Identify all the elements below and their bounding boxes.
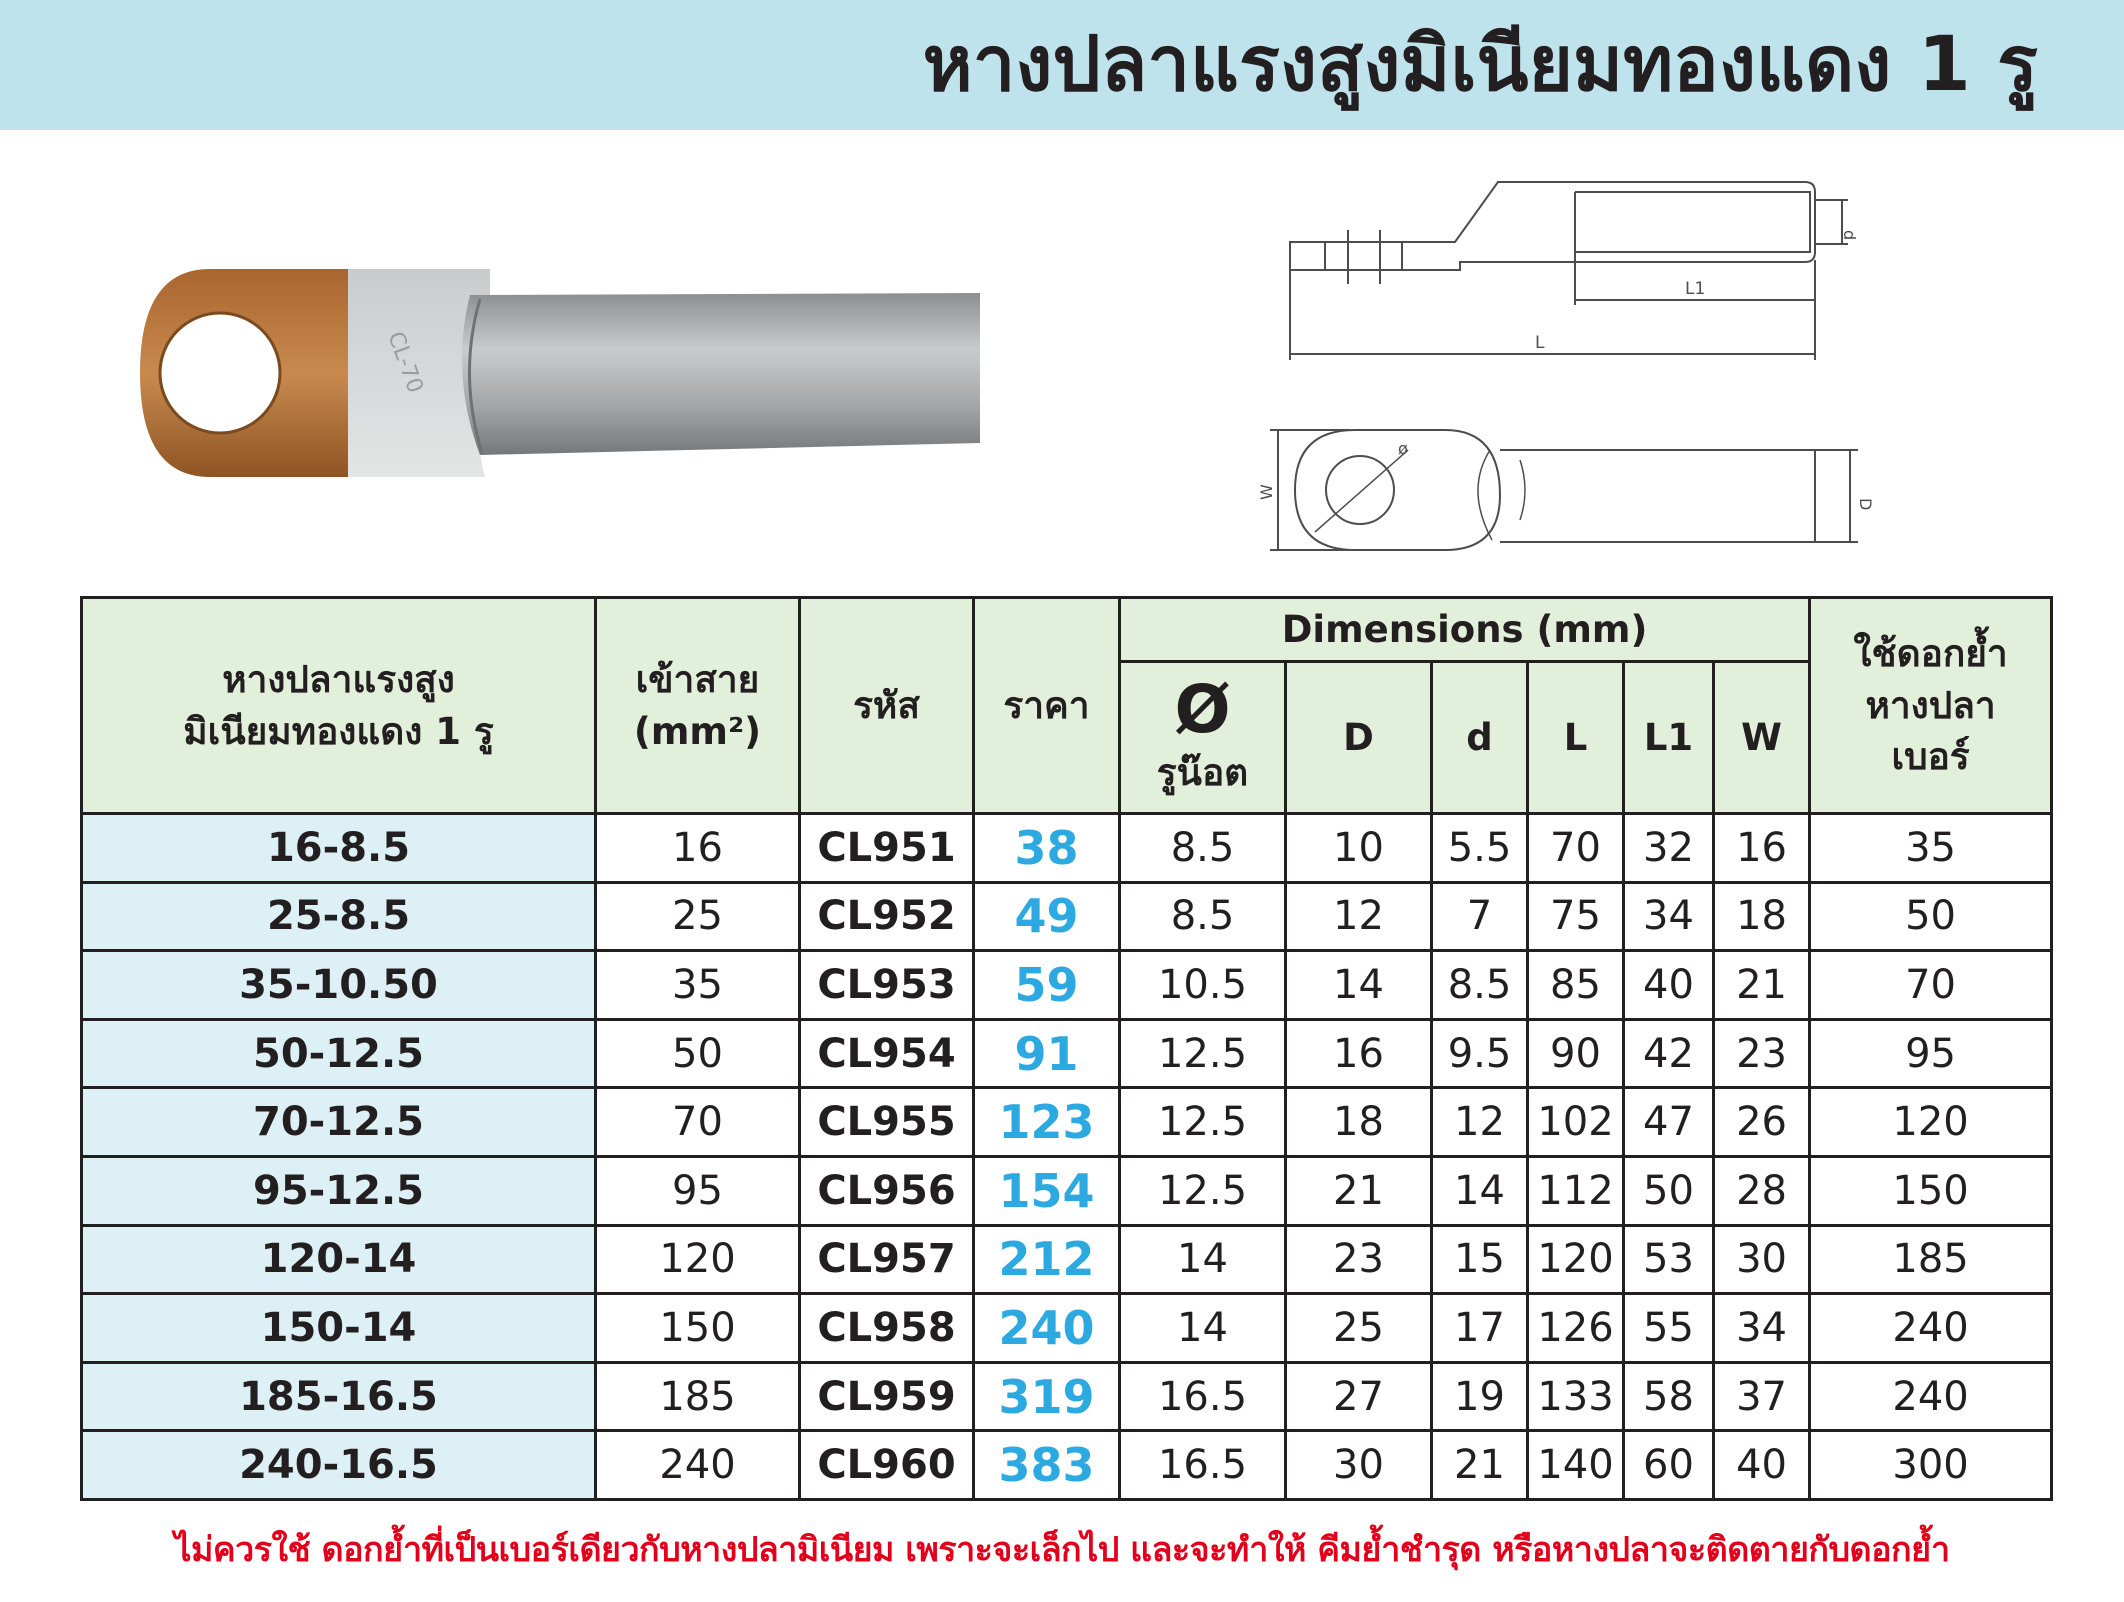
cell-D: 10 (1286, 814, 1432, 883)
cell-die: 95 (1810, 1019, 2052, 1088)
header-d: d (1432, 662, 1528, 814)
cell-code: CL955 (800, 1088, 974, 1157)
cell-L: 120 (1528, 1225, 1624, 1294)
header-price: ราคา (974, 598, 1120, 814)
cell-L1: 55 (1624, 1294, 1714, 1363)
cell-model: 70-12.5 (82, 1088, 596, 1157)
cell-L: 70 (1528, 814, 1624, 883)
cell-hole: 10.5 (1120, 951, 1286, 1020)
cell-L1: 47 (1624, 1088, 1714, 1157)
table-row (82, 1431, 2052, 1500)
cell-code: CL956 (800, 1156, 974, 1225)
cell-hole: 12.5 (1120, 1156, 1286, 1225)
cell-model: 150-14 (82, 1294, 596, 1363)
cell-D: 16 (1286, 1019, 1432, 1088)
cell-hole: 12.5 (1120, 1088, 1286, 1157)
cell-code: CL960 (800, 1431, 974, 1500)
table-row (82, 814, 2052, 883)
table-row (82, 1156, 2052, 1225)
cell-size: 50 (596, 1019, 800, 1088)
cell-model: 50-12.5 (82, 1019, 596, 1088)
svg-text:ø: ø (1398, 439, 1408, 458)
table-row (82, 882, 2052, 951)
cell-W: 23 (1714, 1019, 1810, 1088)
cell-D: 30 (1286, 1431, 1432, 1500)
cell-L: 102 (1528, 1088, 1624, 1157)
svg-text:W: W (1257, 484, 1276, 500)
cell-L: 112 (1528, 1156, 1624, 1225)
cell-D: 12 (1286, 882, 1432, 951)
cell-die: 240 (1810, 1362, 2052, 1431)
cell-d: 15 (1432, 1225, 1528, 1294)
dimension-drawing (1230, 160, 1890, 560)
cell-D: 23 (1286, 1225, 1432, 1294)
spec-table (80, 596, 2053, 1501)
cell-price: 123 (974, 1088, 1120, 1157)
cell-d: 19 (1432, 1362, 1528, 1431)
cell-price: 49 (974, 882, 1120, 951)
cell-model: 16-8.5 (82, 814, 596, 883)
cell-code: CL951 (800, 814, 974, 883)
header-W: W (1714, 662, 1810, 814)
cell-size: 35 (596, 951, 800, 1020)
cell-d: 17 (1432, 1294, 1528, 1363)
cell-size: 25 (596, 882, 800, 951)
cell-L: 133 (1528, 1362, 1624, 1431)
header-hole-label: รูน๊อต (1156, 750, 1249, 794)
cell-W: 37 (1714, 1362, 1810, 1431)
cell-hole: 14 (1120, 1294, 1286, 1363)
cell-die: 35 (1810, 814, 2052, 883)
cell-price: 212 (974, 1225, 1120, 1294)
cell-price: 383 (974, 1431, 1120, 1500)
cell-price: 154 (974, 1156, 1120, 1225)
cell-model: 185-16.5 (82, 1362, 596, 1431)
cell-L: 85 (1528, 951, 1624, 1020)
cell-d: 9.5 (1432, 1019, 1528, 1088)
cell-code: CL957 (800, 1225, 974, 1294)
svg-text:L1: L1 (1685, 279, 1706, 299)
svg-text:CL-70: CL-70 (382, 328, 428, 397)
header-L: L (1528, 662, 1624, 814)
header-code: รหัส (800, 598, 974, 814)
lug-photo (140, 255, 980, 495)
cell-d: 5.5 (1432, 814, 1528, 883)
warning-note: ไม่ควรใช้ ดอกย้ำที่เป็นเบอร์เดียวกับหางปลามิเนียม เพราะจะเล็กไป และจะทำให้ คีมย้ำชำรุด หรือหางปลาจะติดตายกับดอกย้ำ (174, 1530, 1950, 1570)
cell-hole: 16.5 (1120, 1431, 1286, 1500)
cell-model: 120-14 (82, 1225, 596, 1294)
cell-d: 8.5 (1432, 951, 1528, 1020)
cell-L1: 42 (1624, 1019, 1714, 1088)
cell-hole: 12.5 (1120, 1019, 1286, 1088)
cell-L1: 32 (1624, 814, 1714, 883)
table-row (82, 1019, 2052, 1088)
cell-W: 16 (1714, 814, 1810, 883)
cell-D: 27 (1286, 1362, 1432, 1431)
cell-L1: 60 (1624, 1431, 1714, 1500)
cell-W: 26 (1714, 1088, 1810, 1157)
bolt-hole (160, 313, 280, 433)
table-row (82, 1088, 2052, 1157)
cell-size: 120 (596, 1225, 800, 1294)
cell-die: 240 (1810, 1294, 2052, 1363)
cell-d: 21 (1432, 1431, 1528, 1500)
cell-L: 126 (1528, 1294, 1624, 1363)
svg-text:L: L (1535, 333, 1545, 353)
cell-price: 240 (974, 1294, 1120, 1363)
cell-die: 50 (1810, 882, 2052, 951)
table-row (82, 951, 2052, 1020)
cell-D: 25 (1286, 1294, 1432, 1363)
cell-W: 30 (1714, 1225, 1810, 1294)
cell-size: 16 (596, 814, 800, 883)
cell-code: CL958 (800, 1294, 974, 1363)
cell-die: 300 (1810, 1431, 2052, 1500)
cell-L1: 53 (1624, 1225, 1714, 1294)
cell-code: CL952 (800, 882, 974, 951)
cell-code: CL959 (800, 1362, 974, 1431)
cell-hole: 8.5 (1120, 814, 1286, 883)
page-title: หางปลาแรงสูงมิเนียมทองแดง 1 รู (922, 19, 2038, 108)
svg-text:d: d (1840, 230, 1859, 241)
cell-size: 240 (596, 1431, 800, 1500)
cell-hole: 8.5 (1120, 882, 1286, 951)
cell-code: CL954 (800, 1019, 974, 1088)
cell-model: 240-16.5 (82, 1431, 596, 1500)
cell-D: 14 (1286, 951, 1432, 1020)
header-dimensions: Dimensions (mm) (1120, 598, 1810, 662)
header-cable-size: เข้าสาย (mm²) (596, 598, 800, 814)
cell-D: 21 (1286, 1156, 1432, 1225)
cell-hole: 16.5 (1120, 1362, 1286, 1431)
cell-price: 319 (974, 1362, 1120, 1431)
cell-price: 59 (974, 951, 1120, 1020)
cell-L: 140 (1528, 1431, 1624, 1500)
cell-model: 35-10.50 (82, 951, 596, 1020)
svg-text:D: D (1856, 498, 1875, 511)
header-hole (1120, 662, 1286, 814)
cell-d: 12 (1432, 1088, 1528, 1157)
cell-L1: 50 (1624, 1156, 1714, 1225)
cell-L1: 58 (1624, 1362, 1714, 1431)
cell-model: 25-8.5 (82, 882, 596, 951)
cell-size: 150 (596, 1294, 800, 1363)
cell-size: 95 (596, 1156, 800, 1225)
table-row (82, 1225, 2052, 1294)
cell-size: 185 (596, 1362, 800, 1431)
cell-model: 95-12.5 (82, 1156, 596, 1225)
cell-L1: 40 (1624, 951, 1714, 1020)
cell-die: 185 (1810, 1225, 2052, 1294)
cell-W: 21 (1714, 951, 1810, 1020)
cell-W: 28 (1714, 1156, 1810, 1225)
cell-d: 7 (1432, 882, 1528, 951)
aluminium-barrel (462, 293, 980, 455)
cell-code: CL953 (800, 951, 974, 1020)
header-L1: L1 (1624, 662, 1714, 814)
cell-L: 75 (1528, 882, 1624, 951)
table-row (82, 1294, 2052, 1363)
cell-size: 70 (596, 1088, 800, 1157)
cell-price: 91 (974, 1019, 1120, 1088)
cell-die: 120 (1810, 1088, 2052, 1157)
cell-d: 14 (1432, 1156, 1528, 1225)
header-die: ใช้ดอกย้ำ หางปลา เบอร์ (1810, 598, 2052, 814)
cell-price: 38 (974, 814, 1120, 883)
title-bar (0, 0, 2124, 130)
header-D: D (1286, 662, 1432, 814)
cell-L: 90 (1528, 1019, 1624, 1088)
cell-die: 70 (1810, 951, 2052, 1020)
header-model: หางปลาแรงสูง มิเนียมทองแดง 1 รู (82, 598, 596, 814)
cell-hole: 14 (1120, 1225, 1286, 1294)
cell-W: 40 (1714, 1431, 1810, 1500)
cell-W: 18 (1714, 882, 1810, 951)
cell-L1: 34 (1624, 882, 1714, 951)
cell-D: 18 (1286, 1088, 1432, 1157)
cell-die: 150 (1810, 1156, 2052, 1225)
cell-W: 34 (1714, 1294, 1810, 1363)
diameter-symbol: Ø (1174, 670, 1231, 748)
table-row (82, 1362, 2052, 1431)
